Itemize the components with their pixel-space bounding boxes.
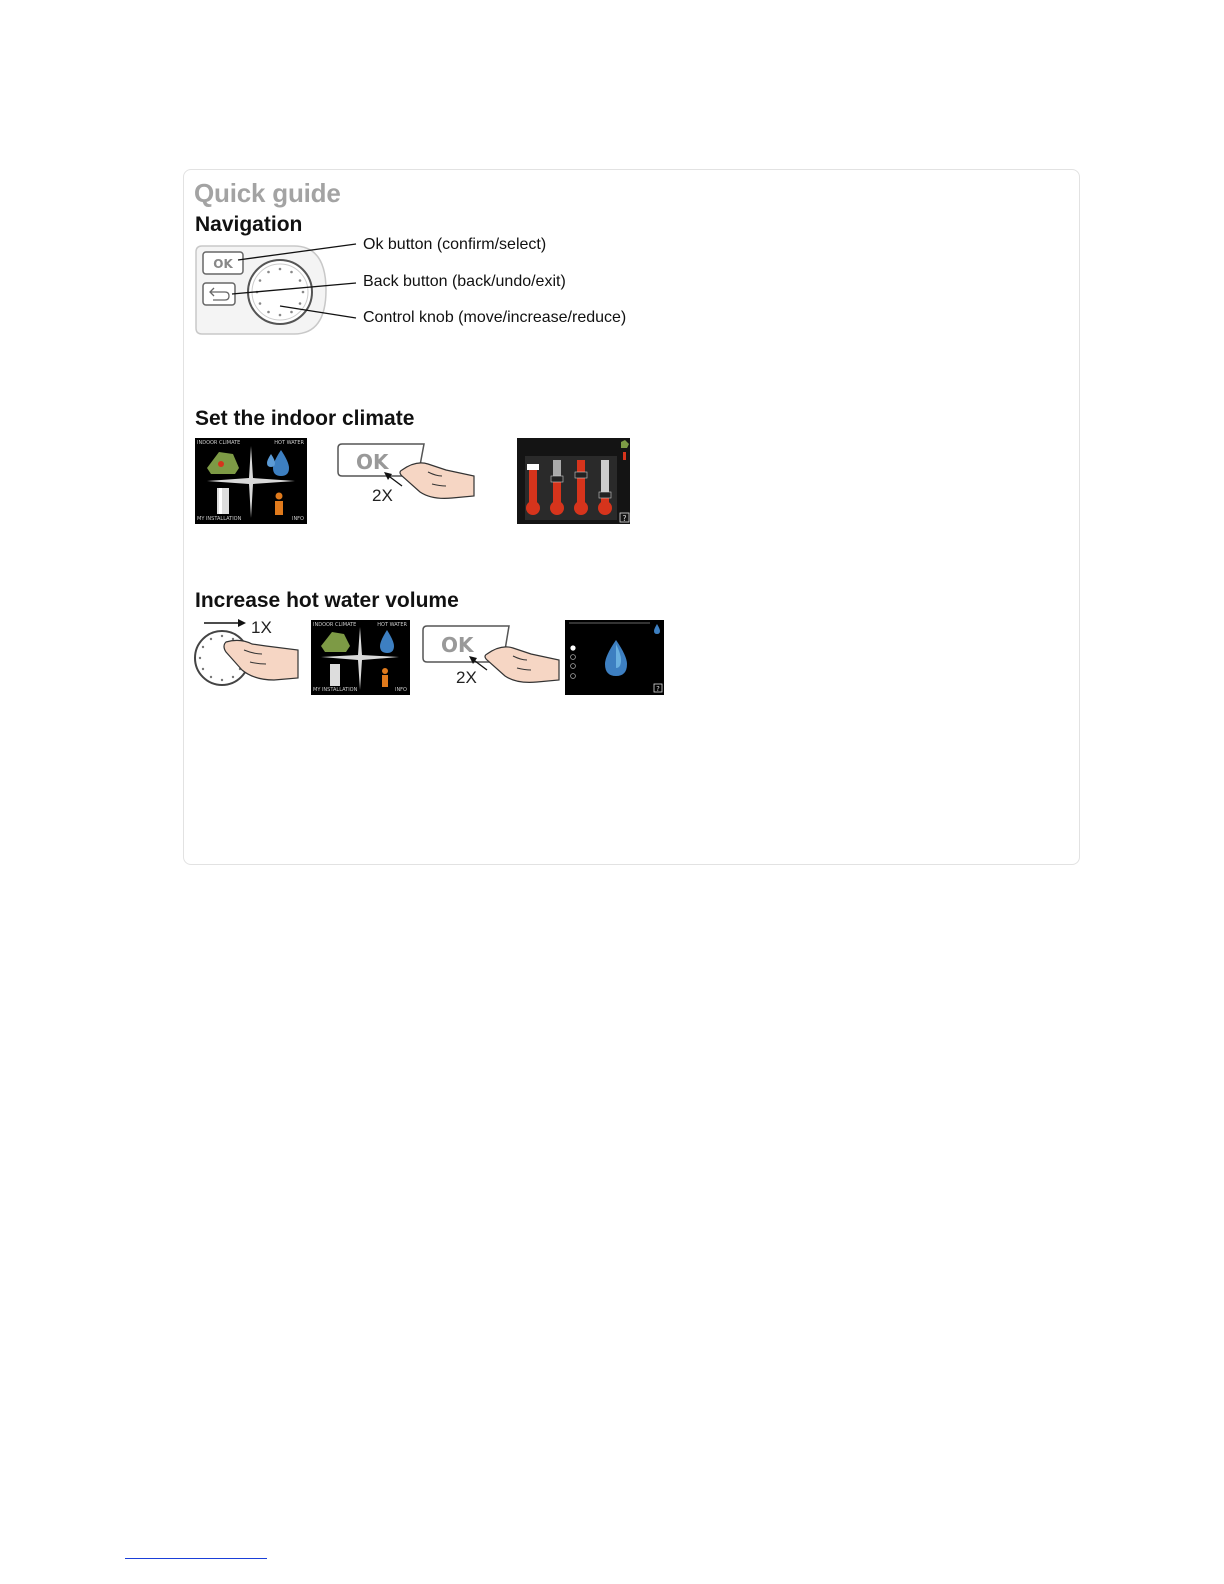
press-count: 2X — [372, 486, 393, 505]
installation-icon — [217, 488, 229, 514]
navigation-heading: Navigation — [195, 213, 303, 236]
installation-icon — [330, 664, 340, 686]
turn-count: 1X — [251, 618, 272, 637]
info-icon — [382, 668, 388, 674]
page-title: Quick guide — [194, 178, 341, 208]
info-icon — [276, 493, 283, 500]
screen-label-info: INFO — [394, 687, 407, 693]
control-panel-illustration — [194, 240, 364, 340]
back-button-icon — [203, 283, 235, 305]
svg-text:?: ? — [656, 685, 660, 693]
control-knob-label: Control knob (move/increase/reduce) — [363, 309, 627, 326]
back-button-label: Back button (back/undo/exit) — [363, 273, 566, 290]
svg-text:OK: OK — [213, 257, 233, 271]
ok-button-label: Ok button (confirm/select) — [363, 236, 547, 253]
ok-key-label: OK — [356, 450, 389, 474]
screen-label-hot-water: HOT WATER — [274, 440, 304, 446]
turn-knob-illustration — [194, 616, 300, 688]
water-drop-icon — [273, 450, 289, 476]
ok-key-label-2: OK — [441, 633, 474, 657]
footer-link-underline — [125, 1558, 267, 1559]
ok-button-icon — [203, 252, 243, 274]
screen-label-indoor-climate: INDOOR CLIMATE — [197, 440, 241, 446]
screen-label-indoor-climate: INDOOR CLIMATE — [313, 622, 357, 628]
hot-water-heading: Increase hot water volume — [195, 589, 459, 612]
main-menu-screen-2 — [311, 620, 410, 695]
hot-water-screen — [565, 620, 664, 695]
main-menu-screen — [195, 438, 307, 524]
screen-label-info: INFO — [291, 516, 304, 522]
indoor-climate-heading: Set the indoor climate — [195, 407, 415, 430]
screen-label-my-installation: MY INSTALLATION — [313, 687, 358, 693]
screen-label-my-installation: MY INSTALLATION — [197, 516, 242, 522]
press-count-2: 2X — [456, 668, 477, 687]
screen-label-hot-water: HOT WATER — [377, 622, 407, 628]
indoor-climate-screen — [517, 438, 630, 524]
water-drop-icon — [380, 630, 394, 653]
house-icon — [321, 632, 350, 652]
svg-text:?: ? — [622, 514, 627, 523]
